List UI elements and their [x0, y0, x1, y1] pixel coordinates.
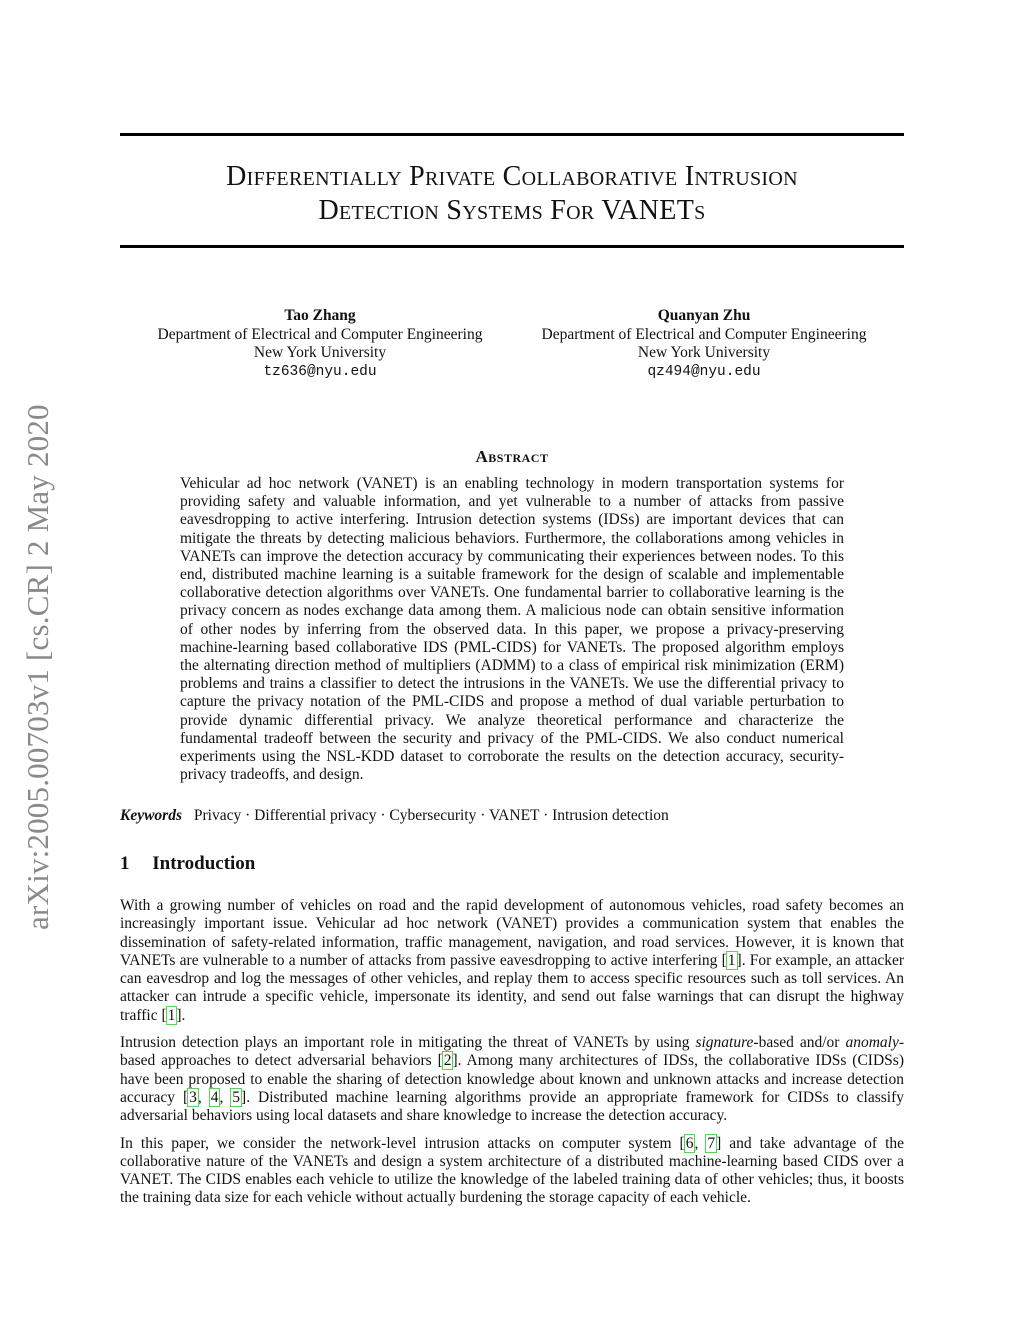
author-name: Quanyan Zhu [657, 307, 751, 324]
emphasis-signature: signature [695, 1034, 754, 1052]
text-run: -based approaches to detect adversarial behaviors [ [120, 1034, 904, 1070]
text-run: , [197, 1088, 210, 1106]
author-department: Department of Electrical and Computer Engineering [541, 325, 867, 343]
paper-title [120, 160, 904, 228]
author-block-2 [504, 307, 904, 381]
text-run: ]. Distributed machine learning algorithms provide an appropriate framework for CIDSs to classify adversarial behaviors using local datasets and share knowledge to increase the detection accuracy. [120, 1088, 905, 1125]
title-line-2: Detection Systems For VANETs [318, 195, 706, 226]
intro-paragraph-2 [120, 1034, 904, 1125]
section-number: 1 [120, 853, 130, 874]
author-university: New York University [637, 344, 771, 361]
abstract-heading: Abstract [475, 447, 549, 466]
abstract-text: Vehicular ad hoc network (VANET) is an enabling technology in modern transportation systems for providing safety and valuable information, and yet vulnerable to a number of attacks from passive eavesdropping to active interfering. Intrusion detection systems (IDSs) are important devices that can mitigate the threats by detecting malicious behaviors. Furthermore, the collaborations among vehicles in VANETs can improve the detection accuracy by communicating their experiences between nodes. To this end, distributed machine learning is a suitable framework for the design of scalable and implementable collaborative detection algorithms over VANETs. One fundamental barrier to collaborative learning is the privacy concern as nodes exchange data among them. A malicious node can obtain sensitive information of other nodes by inferring from the observed data. In this paper, we propose a privacy-preserving machine-learning based collaborative IDS (PML-CIDS) for VANETs. The proposed algorithm employs the alternating direction method of multipliers (ADMM) to a class of empirical risk minimization (ERM) problems and trains a classifier to detect the intrusions in the VANETs. We use the differential privacy to capture the privacy notation of the PML-CIDS and propose a method of dual variable perturbation to provide dynamic differential privacy. We analyze theoretical performance and characterize the fundamental tradeoff between the security and privacy of the PML-CIDS. We also conduct numerical experiments using the NSL-KDD dataset to corroborate the results on the detection accuracy, security-privacy tradeoffs, and design. [180, 475, 844, 784]
introduction-body [120, 897, 904, 1217]
citation-link[interactable]: 3 [189, 1088, 197, 1106]
text-run: ]. For example, an attacker can eavesdrop and log the messages of other vehicles, and replay them to access specific resources such as toll services. An attacker can intrude a specific vehicle, impersonate its identity, and send out false warnings that can disrupt the highway traffic [ [120, 951, 904, 1024]
keywords-label: Keywords [120, 807, 182, 824]
keywords-list: Privacy · Differential privacy · Cybersecurity · VANET · Intrusion detection [193, 807, 669, 824]
text-run: Intrusion detection plays an important role in mitigating the threat of VANETs by using [120, 1034, 696, 1052]
author-university: New York University [253, 344, 387, 361]
section-heading [120, 853, 255, 875]
author-name: Tao Zhang [284, 307, 356, 324]
citation-link[interactable]: 7 [707, 1134, 716, 1152]
author-block-1 [120, 307, 520, 381]
text-run: In this paper, we consider the network-level intrusion attacks on computer system [ [120, 1134, 685, 1152]
citation-link[interactable]: 2 [443, 1052, 452, 1070]
text-run: With a growing number of vehicles on road and the rapid development of autonomous vehicles, road safety becomes an increasingly important issue. Vehicular ad hoc network (VANET) provides a communication system that enables the dissemination of safety-related information, traffic management, navigation, and road services. However, it is known that VANETs are vulnerable to a number of attacks from passive eavesdropping to active interfering [ [120, 897, 904, 969]
keywords-line [120, 806, 904, 826]
citation-link[interactable]: 1 [727, 951, 736, 969]
intro-paragraph-1 [120, 897, 904, 1025]
section-title: Introduction [152, 853, 256, 874]
author-email[interactable]: qz494@nyu.edu [647, 363, 761, 380]
arxiv-identifier: arXiv:2005.00703v1 [cs.CR] 2 May 2020 [20, 404, 55, 930]
title-line-1: Differentially Private Collaborative Intrusion [226, 161, 798, 192]
text-run: , [694, 1134, 707, 1152]
text-run: ]. [176, 1006, 186, 1024]
author-email[interactable]: tz636@nyu.edu [263, 363, 377, 380]
text-run: -based and/or [753, 1034, 846, 1052]
intro-paragraph-3 [120, 1135, 904, 1208]
emphasis-anomaly: anomaly [845, 1034, 899, 1052]
title-bottom-rule [120, 245, 904, 248]
citation-link[interactable]: 4 [210, 1088, 219, 1106]
author-department: Department of Electrical and Computer Engineering [157, 325, 483, 343]
text-run: , [219, 1088, 232, 1106]
citation-link[interactable]: 5 [232, 1088, 241, 1106]
text-run: ]. Among many architectures of IDSs, the collaborative IDSs (CIDSs) have been proposed to enable the sharing of detection knowledge about known and unknown attacks and increase detection accuracy [ [120, 1052, 904, 1106]
title-top-rule [120, 133, 904, 136]
citation-link[interactable]: 1 [167, 1006, 176, 1024]
citation-link[interactable]: 6 [685, 1134, 694, 1152]
text-run: ] and take advantage of the collaborative nature of the VANETs and design a system architecture of a distributed machine-learning based CIDS over a VANET. The CIDS enables each vehicle to utilize the knowledge of the labeled training data of other vehicles; thus, it boosts the training data size for each vehicle without actually burdening the storage capacity of each vehicle. [120, 1134, 904, 1207]
